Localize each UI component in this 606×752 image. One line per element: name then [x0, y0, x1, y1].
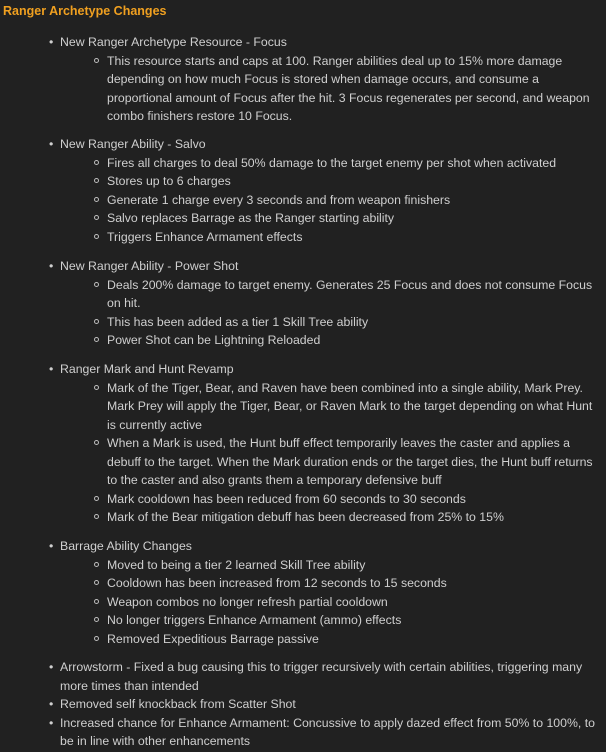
sub-item-text: Weapon combos no longer refresh partial cooldown	[107, 594, 388, 609]
circle-bullet-icon	[94, 160, 99, 165]
circle-bullet-icon	[94, 337, 99, 342]
sub-item-text: When a Mark is used, the Hunt buff effect temporarily leaves the caster and applies a debuff to the target. When the Mark duration ends or the target dies, the Hunt buff returns to the caster and also grants them a temporary defensive buff	[107, 436, 593, 487]
sub-item-text: Mark of the Tiger, Bear, and Raven have been combined into a single ability, Mark Prey. Mark Prey will apply the Tiger, Bear, or Raven Mark to the target depending on what Hunt is currently active	[107, 380, 593, 432]
sub-list-item	[0, 209, 606, 228]
sub-list	[0, 276, 606, 350]
sub-list-item	[0, 434, 606, 490]
sub-item-text: Mark cooldown has been reduced from 60 seconds to 30 seconds	[107, 491, 466, 506]
circle-bullet-icon	[94, 496, 99, 501]
sub-list-item	[0, 52, 606, 126]
circle-bullet-icon	[94, 617, 99, 622]
sub-list-item	[0, 379, 606, 435]
item-text: Arrowstorm - Fixed a bug causing this to trigger recursively with certain abilities, triggering many more times than intended	[60, 660, 583, 693]
sub-item-text: This has been added as a tier 1 Skill Tree ability	[107, 314, 369, 329]
list-item	[0, 257, 606, 276]
section-misc	[0, 658, 606, 751]
list-item	[0, 714, 606, 751]
section-heading: Ranger Mark and Hunt Revamp	[60, 362, 234, 376]
bullet-icon: •	[49, 259, 54, 273]
section-focus-resource	[0, 33, 606, 126]
circle-bullet-icon	[94, 440, 99, 445]
list-item	[0, 360, 606, 379]
bullet-icon: •	[49, 35, 54, 49]
circle-bullet-icon	[94, 234, 99, 239]
circle-bullet-icon	[94, 319, 99, 324]
sub-item-text: Generate 1 charge every 3 seconds and from weapon finishers	[107, 192, 451, 207]
section-heading: New Ranger Ability - Salvo	[60, 137, 206, 151]
circle-bullet-icon	[94, 514, 99, 519]
sub-list-item	[0, 191, 606, 210]
sub-item-text: Power Shot can be Lightning Reloaded	[107, 333, 321, 347]
sub-list	[0, 154, 606, 247]
sub-list-item	[0, 490, 606, 509]
sub-item-text: Cooldown has been increased from 12 seconds to 15 seconds	[107, 576, 447, 590]
sub-list-item	[0, 593, 606, 612]
sub-list	[0, 379, 606, 527]
circle-bullet-icon	[94, 385, 99, 390]
sub-item-text: Triggers Enhance Armament effects	[107, 229, 303, 244]
list-item	[0, 33, 606, 52]
list-item	[0, 135, 606, 154]
list-item	[0, 537, 606, 556]
sub-list-item	[0, 313, 606, 332]
bullet-icon: •	[49, 539, 54, 553]
circle-bullet-icon	[94, 197, 99, 202]
item-text: Increased chance for Enhance Armament: Concussive to apply dazed effect from 50% to 100%, to be in line with other enhancements	[60, 715, 595, 748]
sub-item-text: This resource starts and caps at 100. Ranger abilities deal up to 15% more damage depending on how much Focus is stored when damage occurs, and consume a proportional amount of Focus after the hit. 3 Focus regenerates per second, and weapon combo finishers restore 10 Focus.	[107, 53, 590, 123]
circle-bullet-icon	[94, 178, 99, 183]
circle-bullet-icon	[94, 580, 99, 585]
sub-list-item	[0, 331, 606, 350]
sub-item-text: Mark of the Bear mitigation debuff has been decreased from 25% to 15%	[107, 510, 504, 524]
circle-bullet-icon	[94, 58, 99, 63]
section-heading: Barrage Ability Changes	[60, 539, 192, 553]
sub-item-text: Moved to being a tier 2 learned Skill Tree ability	[107, 557, 366, 572]
section-salvo	[0, 135, 606, 246]
sub-list-item	[0, 630, 606, 649]
sub-item-text: Stores up to 6 charges	[107, 174, 231, 188]
item-text: Removed self knockback from Scatter Shot	[60, 697, 296, 711]
bullet-icon: •	[49, 137, 54, 151]
section-mark-hunt	[0, 360, 606, 527]
section-heading: New Ranger Ability - Power Shot	[60, 259, 239, 273]
circle-bullet-icon	[94, 562, 99, 567]
sub-item-text: Fires all charges to deal 50% damage to the target enemy per shot when activated	[107, 155, 557, 170]
sub-list-item	[0, 154, 606, 173]
circle-bullet-icon	[94, 215, 99, 220]
sub-item-text: Removed Expeditious Barrage passive	[107, 631, 319, 646]
sub-item-text: Deals 200% damage to target enemy. Generates 25 Focus and does not consume Focus on hit.	[107, 277, 593, 310]
bullet-icon: •	[49, 697, 54, 711]
list-item	[0, 695, 606, 714]
sub-list-item	[0, 574, 606, 593]
circle-bullet-icon	[94, 599, 99, 604]
bullet-icon: •	[49, 660, 54, 674]
section-power-shot	[0, 257, 606, 350]
circle-bullet-icon	[94, 282, 99, 287]
bullet-icon: •	[49, 362, 54, 376]
sub-list-item	[0, 508, 606, 527]
sub-item-text: No longer triggers Enhance Armament (ammo) effects	[107, 613, 402, 627]
page-title: Ranger Archetype Changes	[3, 4, 167, 18]
list-item	[0, 658, 606, 695]
sub-list-item	[0, 276, 606, 313]
sub-list-item	[0, 611, 606, 630]
section-heading: New Ranger Archetype Resource - Focus	[60, 35, 287, 49]
sub-list-item	[0, 556, 606, 575]
sub-list-item	[0, 172, 606, 191]
section-barrage	[0, 537, 606, 648]
sub-list	[0, 556, 606, 649]
sub-item-text: Salvo replaces Barrage as the Ranger starting ability	[107, 211, 395, 225]
circle-bullet-icon	[94, 636, 99, 641]
sub-list	[0, 52, 606, 126]
bullet-icon: •	[49, 715, 54, 730]
sub-list-item	[0, 228, 606, 247]
